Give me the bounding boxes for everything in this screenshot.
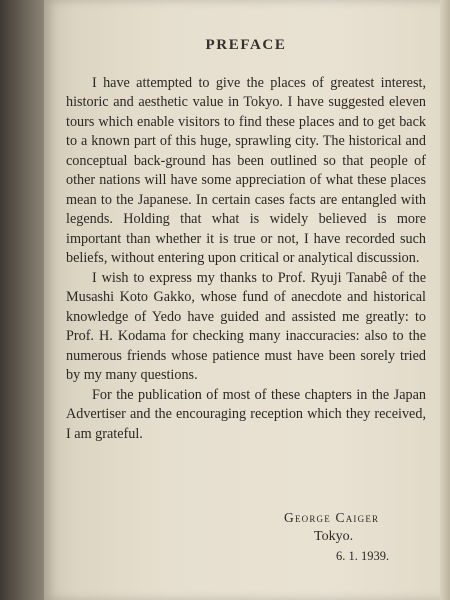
page-title: PREFACE [205, 37, 287, 53]
page-edge [440, 0, 450, 600]
signature-date: 6. 1. 1939. [336, 549, 390, 563]
page-body [66, 36, 426, 444]
preface-paragraph-1: I have attempted to give the places of greatest interest, historic and aesthetic value in Tokyo. I have suggested eleven tours which enable visitors to find these places and to get back to a known part of this huge, sprawling city. The historical and conceptual back-ground has been outlined so that people of other nations will have some appreciation of what these places mean to the Japanese. In certain cases facts are entangled with legends. Holding that what is widely believed is more important than whether it is true or not, I have recorded such beliefs, without entering upon critical or analytical discussion. [66, 74, 426, 266]
book-page [44, 0, 450, 600]
preface-paragraph-3: For the publication of most of these chapters in the Japan Advertiser and the encouraging reception which they received, I am grateful. [66, 386, 426, 442]
preface-paragraph-2: I wish to express my thanks to Prof. Ryuji Tanabê of the Musashi Koto Gakko, whose fund of anecdote and historical knowledge of Yedo have guided and assisted me greatly: to Prof. H. Kodama for checking many inaccuracies: also to the numerous friends whose patience must have been sorely tried by my many questions. [66, 269, 426, 383]
signature-name: George Caiger [284, 510, 380, 525]
signature-place: Tokyo. [314, 529, 354, 544]
